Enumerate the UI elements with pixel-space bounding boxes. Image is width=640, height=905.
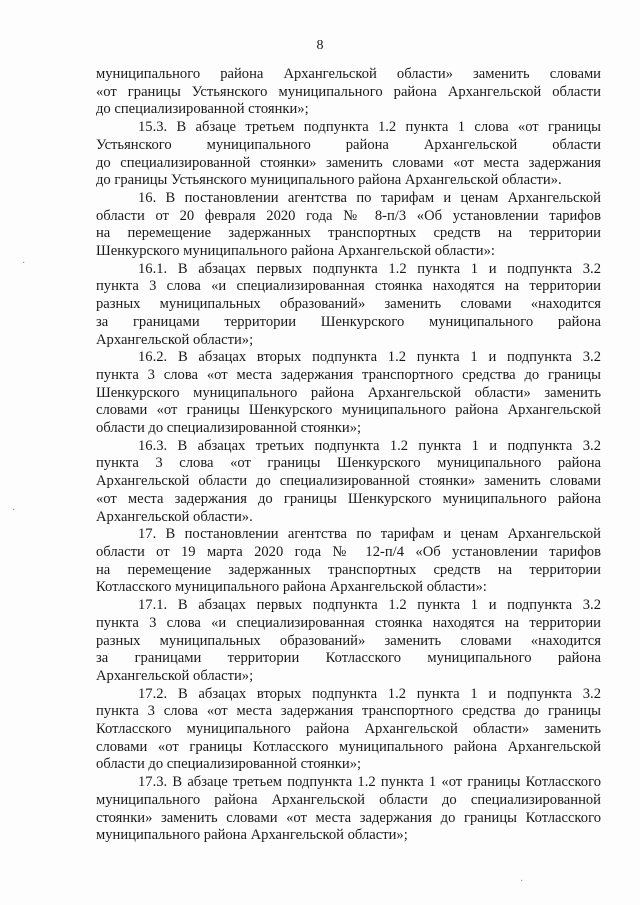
text-line: пункта 3 слова «от места задержания транспортного средства до границы xyxy=(96,703,601,720)
text-line: разных муниципальных образований» заменить словами «находится xyxy=(96,632,601,649)
text-line: 17. В постановлении агентства по тарифам и ценам Архангельской xyxy=(138,526,601,543)
text-line: за границами территории Шенкурского муниципального района xyxy=(96,313,601,330)
text-line: до границы Устьянского муниципального района Архангельской области». xyxy=(96,172,562,189)
text-line: пункта 3 слова «от места задержания транспортного средства до границы xyxy=(96,366,601,383)
text-line: до специализированной стоянки» заменить словами «от места задержания xyxy=(96,154,601,171)
text-line: стоянки» заменить словами «от места задержания до границы Котласского xyxy=(96,809,601,826)
text-line: разных муниципальных образований» заменить словами «находится xyxy=(96,296,601,313)
page-number: 8 xyxy=(316,38,324,53)
text-line: муниципального района Архангельской области» заменить словами xyxy=(96,66,601,82)
scan-speck: · xyxy=(22,258,26,269)
text-line: области от 20 февраля 2020 года № 8-п/3 «Об установлении тарифов xyxy=(96,207,601,224)
text-line: 16.3. В абзацах третьих подпункта 1.2 пункта 1 и подпункта 3.2 xyxy=(138,437,601,454)
text-line: области до специализированной стоянки»; xyxy=(96,420,362,437)
document-body xyxy=(96,66,601,845)
text-line: Архангельской области»; xyxy=(96,667,254,684)
text-line: Архангельской области». xyxy=(96,508,253,525)
text-line: 15.3. В абзаце третьем подпункта 1.2 пункта 1 слова «от границы xyxy=(138,119,601,136)
text-line: словами «от границы Котласского муниципального района Архангельской xyxy=(96,738,601,755)
text-line: Устьянского муниципального района Архангельской области xyxy=(96,136,601,153)
text-line: за границами территории Котласского муниципального района xyxy=(96,650,601,667)
text-line: «от места задержания до границы Шенкурского муниципального района xyxy=(96,490,601,507)
text-line: 16.2. В абзацах вторых подпункта 1.2 пункта 1 и подпункта 3.2 xyxy=(138,349,601,366)
text-line: Архангельской области до специализированной стоянки» заменить словами xyxy=(96,473,601,490)
text-line: области до специализированной стоянки»; xyxy=(96,756,362,773)
text-line: 17.3. В абзаце третьем подпункта 1.2 пункта 1 «от границы Котласского xyxy=(138,774,601,791)
text-line: 16.1. В абзацах первых подпункта 1.2 пункта 1 и подпункта 3.2 xyxy=(138,260,601,277)
text-line: пункта 3 слова «от границы Шенкурского муниципального района xyxy=(96,455,601,472)
text-line: на перемещение задержанных транспортных средств на территории xyxy=(96,225,601,242)
text-line: Шенкурского муниципального района Архангельской области»: xyxy=(96,243,495,260)
text-line: муниципального района Архангельской области до специализированной xyxy=(96,791,601,808)
text-line: «от границы Устьянского муниципального района Архангельской области xyxy=(96,83,601,100)
text-line: 17.1. В абзацах первых подпункта 1.2 пункта 1 и подпункта 3.2 xyxy=(138,597,601,614)
scan-speck: · xyxy=(520,876,524,887)
text-line: словами «от границы Шенкурского муниципального района Архангельской xyxy=(96,402,601,419)
text-line: 17.2. В абзацах вторых подпункта 1.2 пункта 1 и подпункта 3.2 xyxy=(138,685,601,702)
text-line: до специализированной стоянки»; xyxy=(96,101,309,118)
text-line: муниципального района Архангельской области»; xyxy=(96,827,408,844)
text-line: области от 19 марта 2020 года № 12-п/4 «Об установлении тарифов xyxy=(96,543,601,560)
text-line: Шенкурского муниципального района Архангельской области» заменить xyxy=(96,384,601,401)
text-line: пункта 3 слова «и специализированная стоянка находятся на территории xyxy=(96,614,601,631)
text-line: Котласского муниципального района Архангельской области» заменить xyxy=(96,721,601,738)
scan-speck: · xyxy=(12,505,16,516)
text-line: Котласского муниципального района Архангельской области»: xyxy=(96,579,487,596)
text-line: 16. В постановлении агентства по тарифам и ценам Архангельской xyxy=(138,189,601,206)
text-line: на перемещение задержанных транспортных средств на территории xyxy=(96,561,601,578)
text-line: пункта 3 слова «и специализированная стоянка находятся на территории xyxy=(96,278,601,295)
text-line: Архангельской области»; xyxy=(96,331,254,348)
